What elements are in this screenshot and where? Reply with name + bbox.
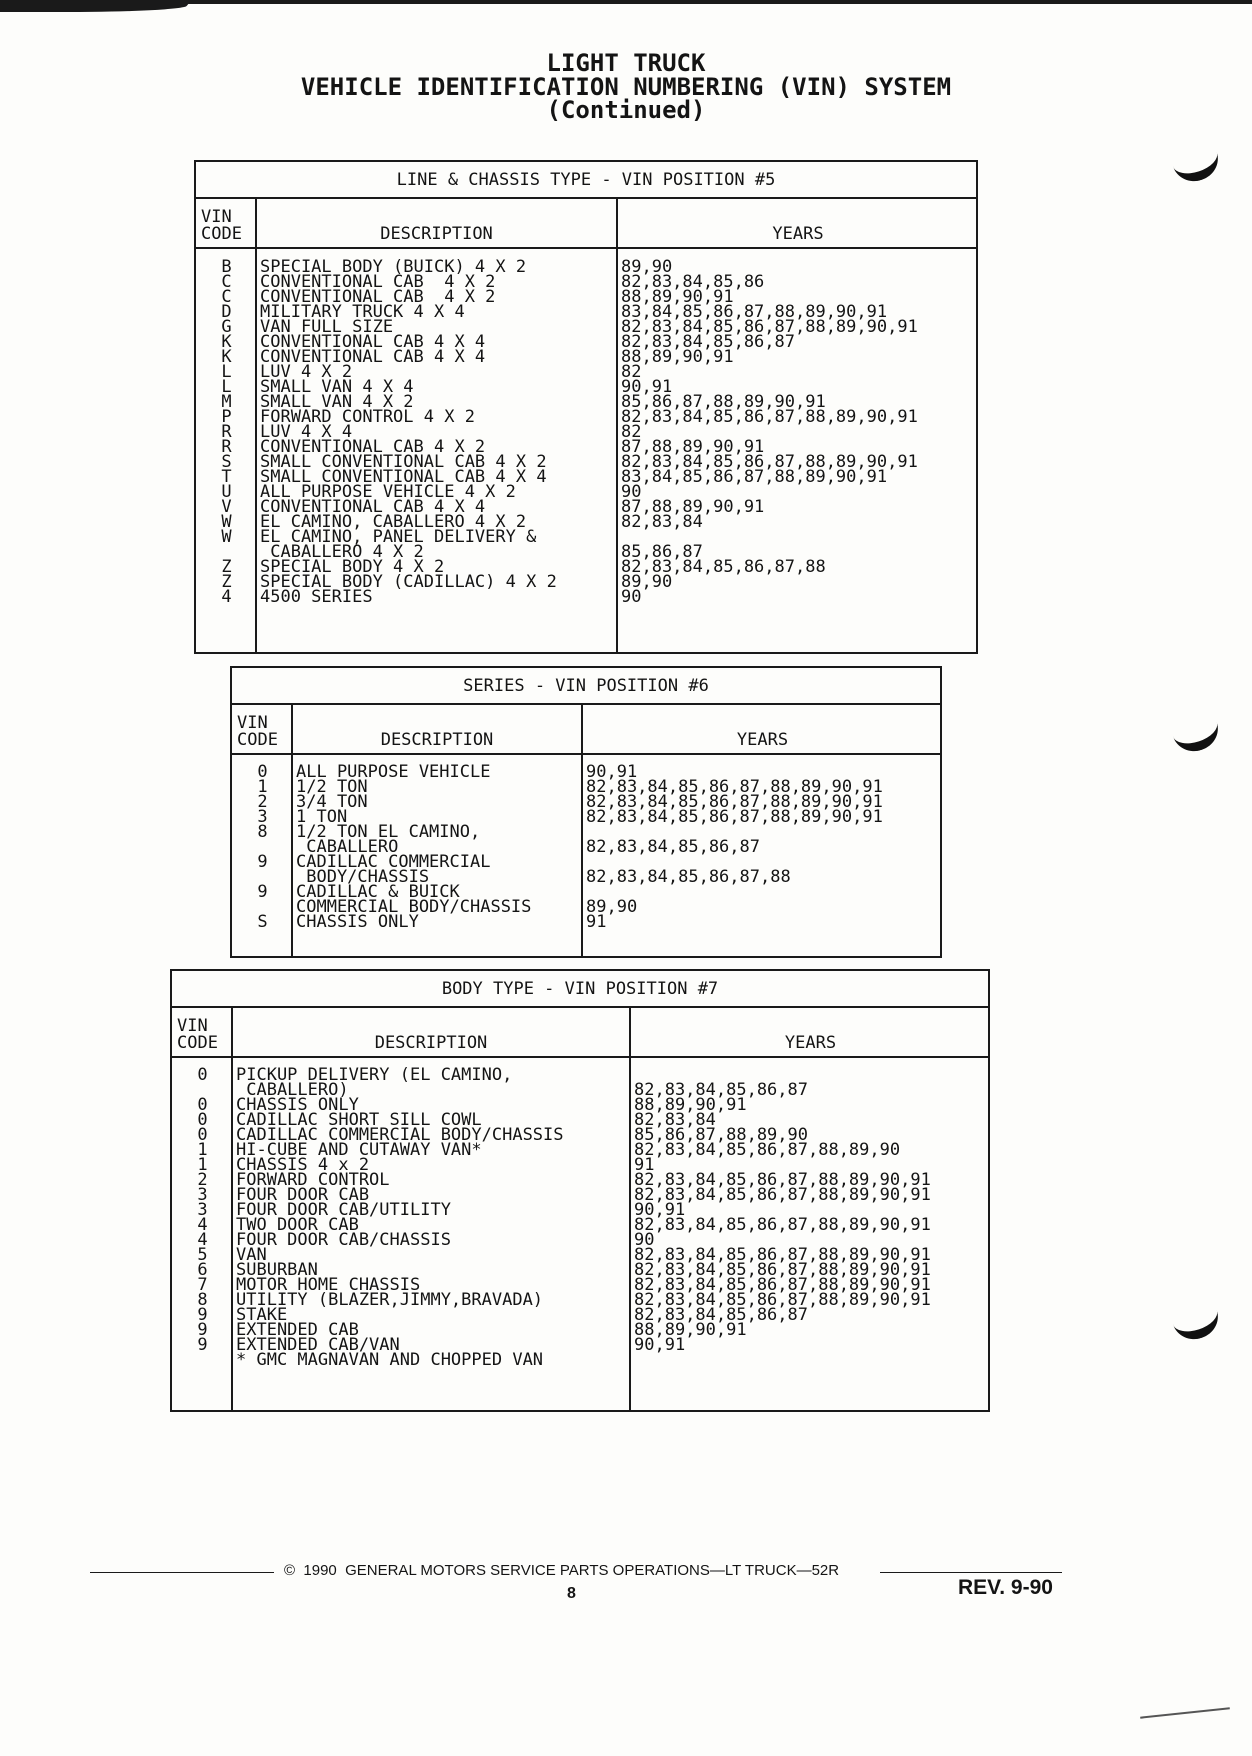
years-cell: 82,83,84,85,86 [621, 272, 765, 292]
table-row [196, 527, 976, 562]
description-cell: 3/4 TON [296, 792, 368, 812]
description-cell: EL CAMINO, PANEL DELIVERY & CABALLERO 4 X 2 [260, 527, 537, 562]
vin-code-cell: G [221, 317, 232, 337]
table-row [172, 1065, 988, 1100]
description-cell: CONVENTIONAL CAB 4 X 4 [260, 332, 486, 352]
header-vin-code: VIN CODE [237, 713, 278, 750]
years-cell: 85,86,87,88,89,90 [634, 1125, 808, 1145]
years-cell: 82,83,84 [634, 1110, 716, 1130]
years-cell: 89,90 [621, 572, 673, 592]
years-cell: 82,83,84,85,86,87,88 [586, 867, 791, 887]
table-body [172, 1065, 988, 1370]
table-caption: SERIES - VIN POSITION #6 [232, 668, 940, 705]
vin-code-cell: 6 [197, 1260, 208, 1280]
vin-code-cell: 1 [197, 1155, 208, 1175]
years-cell: 82,83,84,85,86,87,88,89,90,91 [634, 1185, 931, 1205]
years-cell: 89,90 [586, 897, 638, 917]
description-cell: CHASSIS ONLY [236, 1095, 359, 1115]
years-cell: 82,83,84,85,86,87 [634, 1080, 808, 1100]
years-cell: 85,86,87,88,89,90,91 [621, 392, 826, 412]
years-cell: 88,89,90,91 [621, 287, 734, 307]
years-cell: 82,83,84,85,86,87,88,89,90,91 [586, 777, 883, 797]
description-cell: LUV 4 X 4 [260, 422, 353, 442]
vin-code-cell: 3 [197, 1185, 208, 1205]
vin-code-cell: 0 [197, 1095, 208, 1115]
years-cell: 82,83,84,85,86,87,88,89,90,91 [586, 792, 883, 812]
table-row [232, 852, 940, 887]
vin-code-cell: 9 [197, 1320, 208, 1340]
header-vin-code: VIN CODE [177, 1016, 218, 1053]
description-cell: CONVENTIONAL CAB 4 X 4 [260, 347, 486, 367]
vin-code-cell: 7 [197, 1275, 208, 1295]
years-cell: 82,83,84,85,86,87,88,89,90,91 [634, 1275, 931, 1295]
vin-code-cell: 0 [197, 1125, 208, 1145]
table-row [232, 882, 940, 917]
binder-hole-mark [1166, 1290, 1223, 1345]
vin-code-cell: L [221, 377, 232, 397]
description-cell: FOUR DOOR CAB [236, 1185, 370, 1205]
header-vin-code: VIN CODE [201, 207, 242, 244]
years-cell: 82,83,84,85,86,87,88,89,90,91 [586, 807, 883, 827]
vin-code-cell: S [257, 912, 268, 932]
years-cell: 90,91 [621, 377, 673, 397]
years-cell: 82 [621, 362, 642, 382]
vin-code-cell: Z [221, 557, 232, 577]
years-cell: 82,83,84,85,86,87,88 [621, 557, 826, 577]
description-cell: VAN FULL SIZE [260, 317, 394, 337]
vin-code-cell: 3 [257, 807, 268, 827]
years-cell: 82,83,84,85,86,87,88,89,90,91 [634, 1215, 931, 1235]
years-cell: 90,91 [634, 1335, 686, 1355]
years-cell: 83,84,85,86,87,88,89,90,91 [621, 302, 888, 322]
vin-code-cell: 9 [197, 1305, 208, 1325]
description-cell: CADILLAC & BUICK COMMERCIAL BODY/CHASSIS [296, 882, 532, 917]
years-cell: 82,83,84,85,86,87,88,89,90,91 [621, 317, 918, 337]
vin-code-cell: 0 [257, 762, 268, 782]
years-cell: 82,83,84,85,86,87,88,89,90,91 [634, 1170, 931, 1190]
description-cell: CONVENTIONAL CAB 4 X 2 [260, 272, 496, 292]
revision-label: REV. 9-90 [958, 1576, 1053, 1599]
page-title-line-3: (Continued) [546, 96, 706, 124]
table-line-chassis-type [194, 160, 978, 654]
vin-code-cell: 9 [257, 882, 268, 902]
years-cell: 90 [621, 587, 642, 607]
description-cell: EXTENDED CAB/VAN [236, 1335, 400, 1355]
years-cell: 82,83,84 [621, 512, 703, 532]
years-cell: 82,83,84,85,86,87,88,89,90,91 [621, 452, 918, 472]
description-cell: FOUR DOOR CAB/UTILITY [236, 1200, 451, 1220]
vin-code-cell: 4 [221, 587, 232, 607]
top-edge-smudge [0, 2, 190, 12]
description-cell: CHASSIS 4 x 2 [236, 1155, 370, 1175]
page-number: 8 [567, 1585, 576, 1602]
header-description: DESCRIPTION [380, 224, 493, 244]
header-divider [232, 753, 940, 755]
description-cell: 1/2 TON EL CAMINO, CABALLERO [296, 822, 481, 857]
footer-rule-left [90, 1572, 274, 1573]
description-cell: CADILLAC SHORT SILL COWL [236, 1110, 482, 1130]
vin-code-cell: T [221, 467, 232, 487]
description-cell: PICKUP DELIVERY (EL CAMINO, CABALLERO) [236, 1065, 513, 1100]
header-description: DESCRIPTION [374, 1033, 488, 1053]
header-divider [196, 247, 976, 249]
description-cell: * GMC MAGNAVAN AND CHOPPED VAN [236, 1350, 544, 1370]
vin-code-cell: Z [221, 572, 232, 592]
vin-code-cell: M [221, 392, 232, 412]
years-cell: 82,83,84,85,86,87 [586, 837, 760, 857]
table-caption: BODY TYPE - VIN POSITION #7 [172, 971, 988, 1008]
years-cell: 90 [621, 482, 642, 502]
description-cell: STAKE [236, 1305, 288, 1325]
description-cell: SMALL VAN 4 X 4 [260, 377, 414, 397]
description-cell: UTILITY (BLAZER,JIMMY,BRAVADA) [236, 1290, 544, 1310]
table-caption: LINE & CHASSIS TYPE - VIN POSITION #5 [196, 162, 976, 199]
vin-code-cell: K [221, 347, 232, 367]
years-cell: 82,83,84,85,86,87,88,89,90,91 [634, 1245, 931, 1265]
table-body [232, 762, 940, 932]
table-body [196, 257, 976, 607]
description-cell: FORWARD CONTROL [236, 1170, 390, 1190]
vin-code-cell: 4 [197, 1230, 208, 1250]
vin-code-cell: 9 [257, 852, 268, 872]
vin-code-cell: 4 [197, 1215, 208, 1235]
vin-code-cell: P [221, 407, 232, 427]
description-cell: 1 TON [296, 807, 348, 827]
table-row [232, 822, 940, 857]
years-cell: 83,84,85,86,87,88,89,90,91 [621, 467, 888, 487]
vin-code-cell: 8 [257, 822, 268, 842]
table-row [232, 912, 940, 932]
vin-code-cell: W [221, 512, 232, 532]
years-cell: 90,91 [634, 1200, 686, 1220]
vin-code-cell: R [221, 437, 232, 457]
years-cell: 82,83,84,85,86,87,88,89,90,91 [634, 1290, 931, 1310]
table-row [196, 587, 976, 607]
description-cell: SMALL VAN 4 X 2 [260, 392, 414, 412]
description-cell: SMALL CONVENTIONAL CAB 4 X 2 [260, 452, 547, 472]
description-cell: LUV 4 X 2 [260, 362, 353, 382]
description-cell: ALL PURPOSE VEHICLE [296, 762, 491, 782]
vin-code-cell [172, 1353, 233, 1368]
vin-code-cell: 2 [197, 1170, 208, 1190]
header-divider [172, 1056, 988, 1058]
years-cell: 87,88,89,90,91 [621, 437, 765, 457]
vin-code-cell: B [221, 257, 232, 277]
table-row [172, 1290, 988, 1310]
binder-hole-mark [1166, 132, 1223, 187]
description-cell: MOTOR HOME CHASSIS [236, 1275, 421, 1295]
years-cell: 82,83,84,85,86,87,88,89,90,91 [621, 407, 918, 427]
description-cell: FOUR DOOR CAB/CHASSIS [236, 1230, 451, 1250]
vin-code-cell: 0 [197, 1110, 208, 1130]
years-cell: 82,83,84,85,86,87,88,89,90 [634, 1140, 901, 1160]
vin-code-cell: R [221, 422, 232, 442]
years-cell: 91 [586, 912, 607, 932]
description-cell: MILITARY TRUCK 4 X 4 [260, 302, 465, 322]
page-title-line-1: LIGHT TRUCK [546, 49, 706, 77]
years-cell: 82 [621, 422, 642, 442]
years-cell: 82,83,84,85,86,87,88,89,90,91 [634, 1260, 931, 1280]
description-cell: EL CAMINO, CABALLERO 4 X 2 [260, 512, 527, 532]
description-cell: EXTENDED CAB [236, 1320, 359, 1340]
description-cell: CONVENTIONAL CAB 4 X 2 [260, 287, 496, 307]
vin-code-cell: C [221, 272, 232, 292]
years-cell: 85,86,87 [621, 542, 703, 562]
description-cell: 1/2 TON [296, 777, 368, 797]
years-cell: 88,89,90,91 [621, 347, 734, 367]
years-cell [631, 1353, 988, 1368]
vin-code-cell: W [221, 527, 232, 547]
description-cell: TWO DOOR CAB [236, 1215, 359, 1235]
description-cell: 4500 SERIES [260, 587, 373, 607]
description-cell: CONVENTIONAL CAB 4 X 4 [260, 497, 486, 517]
years-cell: 82,83,84,85,86,87 [621, 332, 795, 352]
description-cell: SPECIAL BODY 4 X 2 [260, 557, 445, 577]
vin-code-cell: V [221, 497, 232, 517]
vin-code-cell: 1 [197, 1140, 208, 1160]
table-series [230, 666, 942, 958]
vin-code-cell: S [221, 452, 232, 472]
table-body-type [170, 969, 990, 1412]
header-description: DESCRIPTION [380, 730, 494, 750]
vin-code-cell: 5 [197, 1245, 208, 1265]
corner-mark [1140, 1707, 1230, 1718]
page-title-line-2: VEHICLE IDENTIFICATION NUMBERING (VIN) SYSTEM [300, 73, 952, 101]
description-cell: VAN [236, 1245, 267, 1265]
header-years: YEARS [736, 730, 789, 750]
years-cell: 88,89,90,91 [634, 1320, 747, 1340]
description-cell: FORWARD CONTROL 4 X 2 [260, 407, 475, 427]
description-cell: ALL PURPOSE VEHICLE 4 X 2 [260, 482, 516, 502]
description-cell: SMALL CONVENTIONAL CAB 4 X 4 [260, 467, 547, 487]
vin-code-cell: 8 [197, 1290, 208, 1310]
description-cell: SPECIAL BODY (CADILLAC) 4 X 2 [260, 572, 557, 592]
vin-code-cell: L [221, 362, 232, 382]
vin-code-cell: D [221, 302, 232, 322]
years-cell: 90,91 [586, 762, 638, 782]
description-cell: HI-CUBE AND CUTAWAY VAN* [236, 1140, 482, 1160]
years-cell: 88,89,90,91 [634, 1095, 747, 1115]
years-cell: 89,90 [621, 257, 673, 277]
years-cell: 87,88,89,90,91 [621, 497, 765, 517]
vin-code-cell: 9 [197, 1335, 208, 1355]
footer-copyright: © 1990 GENERAL MOTORS SERVICE PARTS OPERATIONS—LT TRUCK—52R [284, 1562, 840, 1579]
description-cell: SPECIAL BODY (BUICK) 4 X 2 [260, 257, 527, 277]
vin-code-cell: 3 [197, 1200, 208, 1220]
vin-code-cell: C [221, 287, 232, 307]
vin-code-cell: 0 [197, 1065, 208, 1085]
header-years: YEARS [772, 224, 824, 244]
description-cell: SUBURBAN [236, 1260, 318, 1280]
footer-rule-right [880, 1572, 1062, 1573]
description-cell: CADILLAC COMMERCIAL BODY/CHASSIS [236, 1125, 564, 1145]
vin-code-cell: 2 [257, 792, 268, 812]
description-cell: CADILLAC COMMERCIAL BODY/CHASSIS [296, 852, 491, 887]
header-years: YEARS [784, 1033, 837, 1053]
description-cell: CHASSIS ONLY [296, 912, 419, 932]
vin-code-cell: K [221, 332, 232, 352]
table-row [172, 1350, 988, 1370]
description-cell: CONVENTIONAL CAB 4 X 2 [260, 437, 486, 457]
years-cell: 91 [634, 1155, 655, 1175]
years-cell: 90 [634, 1230, 655, 1250]
binder-hole-mark [1166, 702, 1223, 757]
years-cell: 82,83,84,85,86,87 [634, 1305, 808, 1325]
vin-code-cell: 1 [257, 777, 268, 797]
vin-code-cell: U [221, 482, 232, 502]
